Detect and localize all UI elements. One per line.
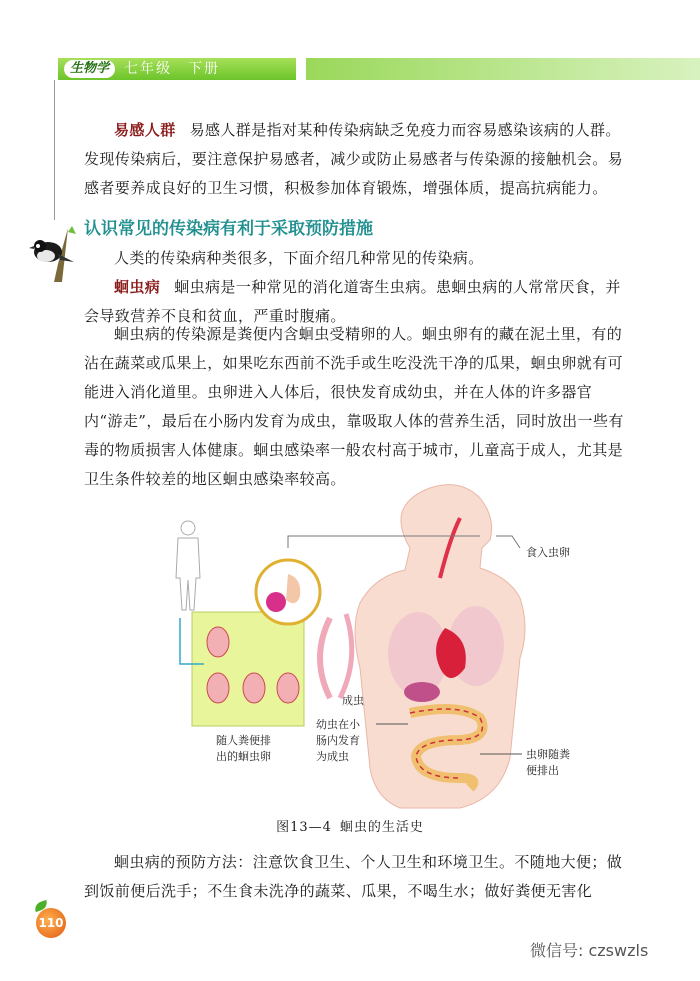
paragraph-text: 蛔虫病是一种常见的消化道寄生虫病。患蛔虫病的人常常厌食，并会导致营养不良和贫血，严重时腹痛。 <box>84 278 621 325</box>
grade-label: 七年级 下册 <box>124 61 220 77</box>
bird-illustration <box>28 224 80 282</box>
keyword-ascariasis: 蛔虫病 <box>114 278 161 296</box>
keyword-susceptible: 易感人群 <box>114 121 176 139</box>
roundworm-lifecycle-figure <box>160 478 620 818</box>
paragraph-text: 易感人群是指对某种传染病缺乏免疫力而容易感染该病的人群。发现传染病后，要注意保护易感者，减少或防止易感者与传染源的接触机会。易感者要养成良好的卫生习惯，积极参加体育锻炼，增强体质，提高抗病能力。 <box>84 121 624 197</box>
label-larva: 肠内发育 <box>316 734 360 747</box>
human-outline-icon <box>176 521 200 610</box>
watermark: 微信号: czswzls <box>530 941 649 960</box>
label-feces-eggs: 出的蛔虫卵 <box>216 750 271 763</box>
label-feces-eggs: 随人粪便排 <box>216 734 271 747</box>
paragraph-transmission: 蛔虫病的传染源是粪便内含蛔虫受精卵的人。蛔虫卵有的藏在泥土里，有的沾在蔬菜或瓜果上，如果吃东西前不洗手或生吃没洗干净的瓜果，蛔虫卵就有可能进入消化道里。虫卵进入人体后，很快发育成幼虫，并在人体的许多器官内“游走”，最后在小肠内发育为成虫，靠吸取人体的营养生活，同时放出一些有毒的物质损害人体健康。蛔虫感染率一般农村高于城市，儿童高于成人，尤其是卫生条件较差的地区蛔虫感染率较高。 <box>84 325 624 488</box>
header-bar-decoration <box>306 58 700 80</box>
label-larva: 为成虫 <box>316 750 349 763</box>
paragraph-prevention: 蛔虫病的预防方法：注意饮食卫生、个人卫生和环境卫生。不随地大便；做到饭前便后洗手；不生食未洗净的蔬菜、瓜果，不喝生水；做好粪便无害化 <box>84 853 623 900</box>
paragraph-intro: 人类的传染病种类很多，下面介绍几种常见的传染病。 <box>114 249 484 267</box>
label-eat-eggs: 食入虫卵 <box>526 546 570 559</box>
page-number: 110 <box>36 908 66 938</box>
subject-logo: 生物学 <box>64 60 115 78</box>
label-excreted: 虫卵随粪 <box>526 748 570 761</box>
paragraph-susceptible <box>84 116 624 203</box>
label-larva: 幼虫在小 <box>316 718 360 731</box>
margin-rule <box>54 80 55 220</box>
caption-number: 图13—4 <box>276 820 332 835</box>
section-title: 认识常见的传染病有利于采取预防措施 <box>84 219 373 239</box>
figure-caption <box>0 816 700 835</box>
caption-text: 蛔虫的生活史 <box>339 820 424 835</box>
label-excreted: 便排出 <box>526 764 559 777</box>
label-adult-worm: 成虫 <box>342 694 364 707</box>
